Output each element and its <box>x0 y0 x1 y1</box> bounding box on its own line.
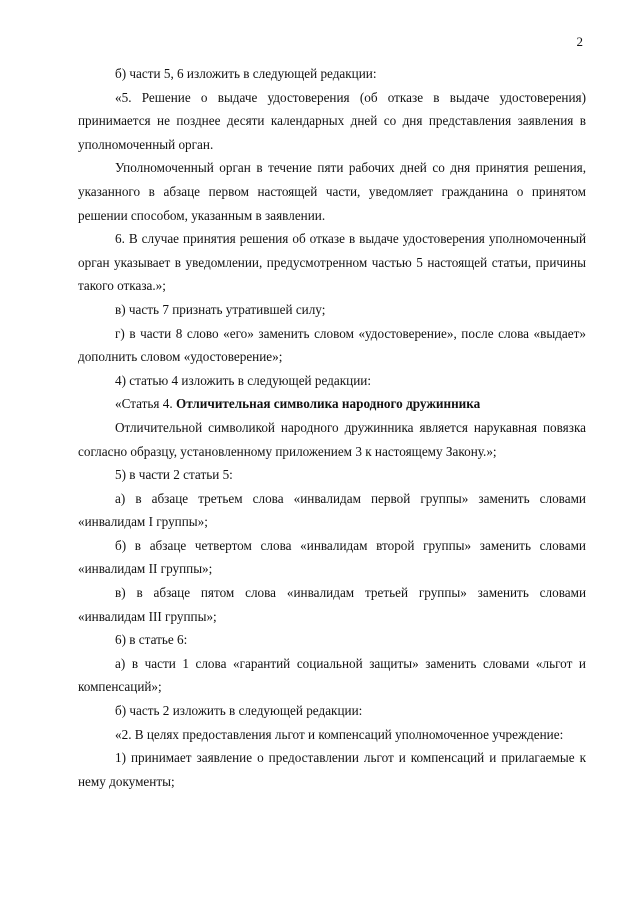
paragraph: 1) принимает заявление о предоставлении льгот и компенсаций и прилагаемые к нему документы; <box>78 750 586 789</box>
page-number: 2 <box>576 34 583 49</box>
article-heading-title: Отличительная символика народного дружинника <box>175 396 481 412</box>
article-heading <box>78 392 586 416</box>
document-body <box>78 62 586 793</box>
paragraph: а) в абзаце третьем слова «инвалидам первой группы» заменить словами «инвалидам I группы»; <box>78 490 586 530</box>
paragraph: Отличительной символикой народного дружинника является нарукавная повязка согласно образцу, установленному приложением 3 к настоящему Закону.»; <box>78 419 586 459</box>
paragraph: в) в абзаце пятом слова «инвалидам третьей группы» заменить словами «инвалидам III группы»; <box>78 585 586 624</box>
paragraph: б) части 5, 6 изложить в следующей редакции: <box>115 66 377 81</box>
paragraph: г) в части 8 слово «его» заменить словом «удостоверение», после слова «выдает» дополнить словом «удостоверение»; <box>78 325 586 365</box>
paragraph: 4) статью 4 изложить в следующей редакции: <box>115 372 371 388</box>
paragraph: в) часть 7 признать утратившей силу; <box>115 301 326 317</box>
paragraph: Уполномоченный орган в течение пяти рабочих дней со дня принятия решения, указанного в абзаце первом настоящей части, уведомляет гражданина о принятом решении способом, указанным в заявлении. <box>78 160 586 223</box>
paragraph: «2. В целях предоставления льгот и компенсаций уполномоченное учреждение: <box>115 726 564 742</box>
paragraph: а) в части 1 слова «гарантий социальной защиты» заменить словами «льгот и компенсаций»; <box>78 655 586 695</box>
article-heading-prefix: «Статья 4. <box>115 396 176 412</box>
paragraph: 5) в части 2 статьи 5: <box>115 467 233 483</box>
paragraph: б) часть 2 изложить в следующей редакции: <box>115 703 363 719</box>
paragraph: «5. Решение о выдаче удостоверения (об отказе в выдаче удостоверения) принимается не позднее десяти календарных дней со дня представления заявления в уполномоченный орган. <box>78 89 586 152</box>
paragraph: 6) в статье 6: <box>115 632 188 648</box>
paragraph: 6. В случае принятия решения об отказе в выдаче удостоверения уполномоченный орган указывает в уведомлении, предусмотренном частью 5 настоящей статьи, причины такого отказа.»; <box>78 231 586 294</box>
paragraph: б) в абзаце четвертом слова «инвалидам второй группы» заменить словами «инвалидам II группы»; <box>78 537 586 577</box>
